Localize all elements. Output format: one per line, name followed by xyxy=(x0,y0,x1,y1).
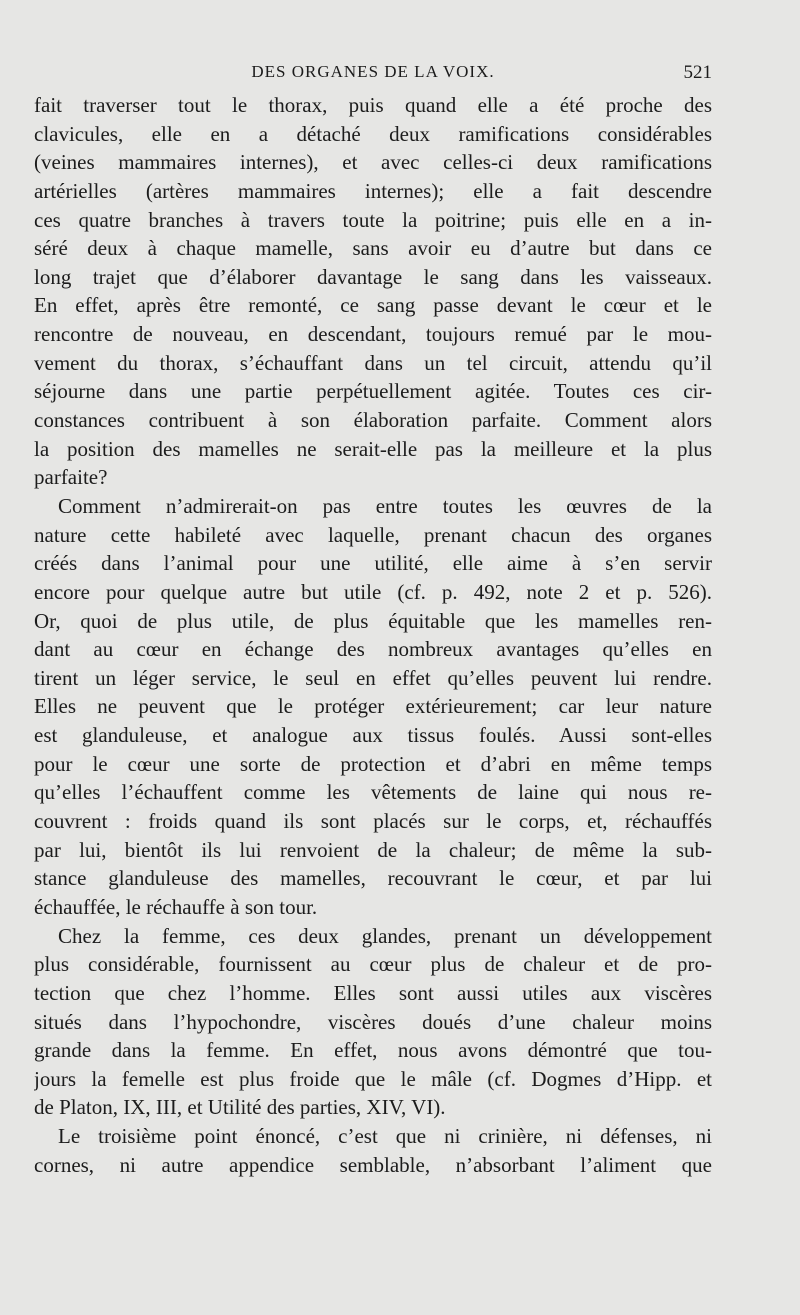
text-line: tirent un léger service, le seul en effet qu’elles peuvent lui rendre. xyxy=(34,665,712,690)
text-line: couvrent : froids quand ils sont placés sur le corps, et, réchauffés xyxy=(34,809,712,834)
text-line: grande dans la femme. En effet, nous avons démontré que tou- xyxy=(34,1038,712,1063)
text-line: qu’elles l’échauffent comme les vêtements de laine qui nous re- xyxy=(34,780,712,805)
text-line: rencontre de nouveau, en descendant, toujours remué par le mou- xyxy=(34,322,712,347)
text-line: Or, quoi de plus utile, de plus équitable que les mamelles ren- xyxy=(34,608,712,633)
text-line: nature cette habileté avec laquelle, prenant chacun des organes xyxy=(34,522,712,547)
body-text xyxy=(34,91,712,1179)
text-line: par lui, bientôt ils lui renvoient de la chaleur; de même la sub- xyxy=(34,837,712,862)
text-line: tection que chez l’homme. Elles sont aussi utiles aux viscères xyxy=(34,980,712,1005)
text-line: cornes, ni autre appendice semblable, n’absorbant l’aliment que xyxy=(34,1152,712,1177)
text-line: situés dans l’hypochondre, viscères doués d’une chaleur moins xyxy=(34,1009,712,1034)
text-line: Elles ne peuvent que le protéger extérieurement; car leur nature xyxy=(34,694,712,719)
text-line: ces quatre branches à travers toute la poitrine; puis elle en a in- xyxy=(34,207,712,232)
text-line: long trajet que d’élaborer davantage le sang dans les vaisseaux. xyxy=(34,264,712,289)
text-line: séré deux à chaque mamelle, sans avoir eu d’autre but dans ce xyxy=(34,236,712,261)
text-line: fait traverser tout le thorax, puis quand elle a été proche des xyxy=(34,93,712,117)
text-line: la position des mamelles ne serait-elle pas la meilleure et la plus xyxy=(34,436,712,461)
text-line: créés dans l’animal pour une utilité, elle aime à s’en servir xyxy=(34,551,712,576)
text-line: clavicules, elle en a détaché deux ramifications considérables xyxy=(34,121,712,146)
text-line: (veines mammaires internes), et avec celles-ci deux ramifications xyxy=(34,150,712,175)
text-line: vement du thorax, s’échauffant dans un tel circuit, attendu qu’il xyxy=(34,350,712,375)
text-line: Comment n’admirerait-on pas entre toutes les œuvres de la xyxy=(58,493,712,518)
text-line: En effet, après être remonté, ce sang passe devant le cœur et le xyxy=(34,293,712,318)
text-line: échauffée, le réchauffe à son tour. xyxy=(34,894,318,919)
running-title: DES ORGANES DE LA VOIX. xyxy=(251,62,495,81)
text-line: artérielles (artères mammaires internes); elle a fait descendre xyxy=(34,178,712,203)
text-line: Le troisième point énoncé, c’est que ni crinière, ni défenses, ni xyxy=(58,1124,712,1149)
text-line: jours la femelle est plus froide que le mâle (cf. Dogmes d’Hipp. et xyxy=(34,1066,712,1091)
text-line: est glanduleuse, et analogue aux tissus foulés. Aussi sont-elles xyxy=(34,723,712,748)
text-line: encore pour quelque autre but utile (cf. p. 492, note 2 et p. 526). xyxy=(34,579,712,604)
text-line: plus considérable, fournissent au cœur plus de chaleur et de pro- xyxy=(34,952,712,977)
text-line: pour le cœur une sorte de protection et d’abri en même temps xyxy=(34,751,712,776)
text-line: dant au cœur en échange des nombreux avantages qu’elles en xyxy=(34,637,712,662)
text-line: stance glanduleuse des mamelles, recouvrant le cœur, et par lui xyxy=(34,866,712,891)
text-line: séjourne dans une partie perpétuellement agitée. Toutes ces cir- xyxy=(34,379,712,404)
running-head xyxy=(34,62,712,86)
text-line: constances contribuent à son élaboration parfaite. Comment alors xyxy=(34,408,712,433)
text-line: parfaite? xyxy=(34,465,108,490)
text-line: de Platon, IX, III, et Utilité des parties, XIV, VI). xyxy=(34,1095,446,1120)
text-line: Chez la femme, ces deux glandes, prenant un développement xyxy=(58,923,712,948)
page-number: 521 xyxy=(683,62,712,83)
